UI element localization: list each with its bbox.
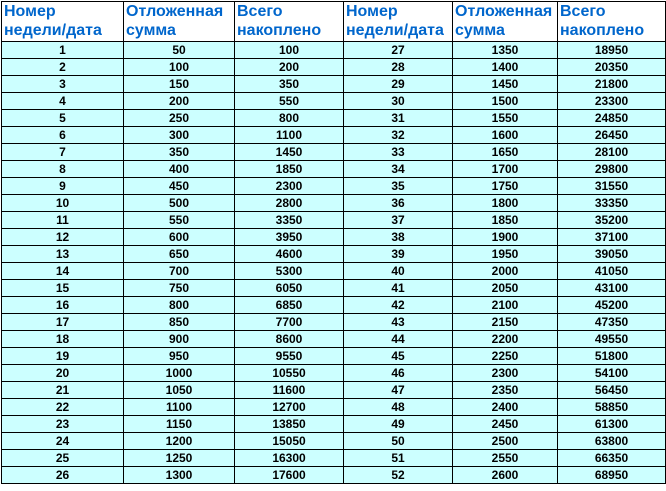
savings-table [1,1,666,484]
table-row [2,212,666,229]
table-cell: 16 [2,297,124,314]
header-line: Отложенная [455,3,553,20]
table-cell: 31550 [558,178,666,195]
table-cell: 51 [344,450,453,467]
header-line: сумма [455,22,505,39]
table-cell: 39050 [558,246,666,263]
table-row [2,42,666,59]
table-cell: 2 [2,59,124,76]
table-row [2,331,666,348]
table-cell: 1750 [453,178,558,195]
table-cell: 150 [124,76,235,93]
table-cell: 700 [124,263,235,280]
table-body [2,42,666,484]
table-cell: 1400 [453,59,558,76]
table-cell: 12 [2,229,124,246]
table-cell: 41050 [558,263,666,280]
table-row [2,280,666,297]
table-row [2,110,666,127]
table-cell: 750 [124,280,235,297]
table-cell: 17 [2,314,124,331]
table-cell: 2250 [453,348,558,365]
table-cell: 600 [124,229,235,246]
table-cell: 2050 [453,280,558,297]
header-line: недели/дата [346,22,444,39]
table-cell: 1200 [124,433,235,450]
table-row [2,348,666,365]
table-cell: 8 [2,161,124,178]
table-cell: 37 [344,212,453,229]
table-cell: 11600 [235,382,344,399]
table-cell: 12700 [235,399,344,416]
header-week-number [2,2,124,42]
table-cell: 50 [344,433,453,450]
table-cell: 43 [344,314,453,331]
table-cell: 2550 [453,450,558,467]
table-cell: 22 [2,399,124,416]
table-row [2,195,666,212]
table-cell: 1050 [124,382,235,399]
table-row [2,246,666,263]
table-cell: 14 [2,263,124,280]
table-cell: 29 [344,76,453,93]
table-cell: 50 [124,42,235,59]
header-deposited-amount [124,2,235,42]
table-cell: 1900 [453,229,558,246]
table-cell: 350 [124,144,235,161]
table-row [2,365,666,382]
table-cell: 950 [124,348,235,365]
table-cell: 56450 [558,382,666,399]
table-cell: 42 [344,297,453,314]
table-cell: 3950 [235,229,344,246]
table-cell: 500 [124,195,235,212]
table-cell: 45 [344,348,453,365]
table-cell: 5300 [235,263,344,280]
table-cell: 1000 [124,365,235,382]
table-cell: 18950 [558,42,666,59]
table-cell: 400 [124,161,235,178]
table-cell: 300 [124,127,235,144]
table-row [2,229,666,246]
table-row [2,127,666,144]
table-cell: 46 [344,365,453,382]
table-cell: 6850 [235,297,344,314]
table-cell: 100 [124,59,235,76]
table-cell: 61300 [558,416,666,433]
table-row [2,76,666,93]
table-cell: 13 [2,246,124,263]
header-line: Отложенная [126,3,224,20]
table-cell: 41 [344,280,453,297]
table-cell: 2300 [235,178,344,195]
table-row [2,93,666,110]
table-cell: 9550 [235,348,344,365]
table-cell: 1450 [235,144,344,161]
table-cell: 1100 [235,127,344,144]
table-row [2,382,666,399]
table-cell: 37100 [558,229,666,246]
table-cell: 2500 [453,433,558,450]
table-cell: 1450 [453,76,558,93]
table-cell: 550 [124,212,235,229]
table-cell: 34 [344,161,453,178]
table-cell: 36 [344,195,453,212]
table-cell: 44 [344,331,453,348]
table-cell: 1850 [453,212,558,229]
table-cell: 63800 [558,433,666,450]
table-cell: 4600 [235,246,344,263]
header-week-number [344,2,453,42]
table-row [2,399,666,416]
table-cell: 24850 [558,110,666,127]
table-cell: 1350 [453,42,558,59]
table-cell: 58850 [558,399,666,416]
table-cell: 1100 [124,399,235,416]
table-cell: 9 [2,178,124,195]
table-cell: 8600 [235,331,344,348]
table-cell: 2300 [453,365,558,382]
table-cell: 26450 [558,127,666,144]
table-cell: 2400 [453,399,558,416]
table-cell: 2000 [453,263,558,280]
table-cell: 28 [344,59,453,76]
table-cell: 23 [2,416,124,433]
table-cell: 2600 [453,467,558,484]
table-cell: 200 [235,59,344,76]
table-cell: 6050 [235,280,344,297]
table-cell: 28100 [558,144,666,161]
table-cell: 18 [2,331,124,348]
table-cell: 33350 [558,195,666,212]
table-header [2,2,666,42]
table-cell: 3350 [235,212,344,229]
table-cell: 38 [344,229,453,246]
table-cell: 21800 [558,76,666,93]
header-line: Номер [4,3,56,20]
table-cell: 35 [344,178,453,195]
table-cell: 52 [344,467,453,484]
table-cell: 30 [344,93,453,110]
table-row [2,433,666,450]
table-cell: 20350 [558,59,666,76]
table-cell: 68950 [558,467,666,484]
table-cell: 24 [2,433,124,450]
table-cell: 27 [344,42,453,59]
table-row [2,144,666,161]
table-cell: 1250 [124,450,235,467]
table-cell: 1800 [453,195,558,212]
table-cell: 45200 [558,297,666,314]
table-cell: 550 [235,93,344,110]
table-cell: 13850 [235,416,344,433]
table-cell: 51800 [558,348,666,365]
header-total-saved [558,2,666,42]
header-line: Всего [237,3,283,20]
table-cell: 10 [2,195,124,212]
header-line: Номер [346,3,398,20]
table-cell: 11 [2,212,124,229]
table-cell: 49550 [558,331,666,348]
table-cell: 54100 [558,365,666,382]
header-line: Всего [560,3,606,20]
table-row [2,59,666,76]
header-line: накоплено [237,22,322,39]
table-cell: 2450 [453,416,558,433]
table-cell: 650 [124,246,235,263]
table-cell: 1700 [453,161,558,178]
table-cell: 3 [2,76,124,93]
table-cell: 17600 [235,467,344,484]
table-row [2,297,666,314]
header-line: накоплено [560,22,645,39]
table-cell: 800 [124,297,235,314]
table-cell: 49 [344,416,453,433]
table-cell: 16300 [235,450,344,467]
table-cell: 48 [344,399,453,416]
table-cell: 1150 [124,416,235,433]
table-cell: 29800 [558,161,666,178]
table-cell: 7 [2,144,124,161]
table-cell: 15 [2,280,124,297]
table-cell: 1550 [453,110,558,127]
table-cell: 100 [235,42,344,59]
table-cell: 1850 [235,161,344,178]
table-cell: 2350 [453,382,558,399]
table-row [2,161,666,178]
table-row [2,178,666,195]
table-cell: 5 [2,110,124,127]
table-cell: 10550 [235,365,344,382]
table-cell: 39 [344,246,453,263]
header-deposited-amount [453,2,558,42]
table-cell: 15050 [235,433,344,450]
table-cell: 23300 [558,93,666,110]
table-cell: 35200 [558,212,666,229]
table-cell: 200 [124,93,235,110]
table-cell: 2200 [453,331,558,348]
table-cell: 2100 [453,297,558,314]
table-cell: 7700 [235,314,344,331]
table-cell: 4 [2,93,124,110]
table-row [2,263,666,280]
header-row [2,2,666,42]
table-cell: 450 [124,178,235,195]
table-cell: 900 [124,331,235,348]
table-cell: 1300 [124,467,235,484]
table-row [2,416,666,433]
table-cell: 66350 [558,450,666,467]
table-cell: 2800 [235,195,344,212]
table-cell: 33 [344,144,453,161]
table-row [2,467,666,484]
table-cell: 1950 [453,246,558,263]
table-cell: 31 [344,110,453,127]
table-cell: 40 [344,263,453,280]
table-cell: 47350 [558,314,666,331]
table-cell: 800 [235,110,344,127]
table-cell: 250 [124,110,235,127]
table-cell: 1600 [453,127,558,144]
table-cell: 19 [2,348,124,365]
table-cell: 1 [2,42,124,59]
table-cell: 850 [124,314,235,331]
table-cell: 43100 [558,280,666,297]
header-line: недели/дата [4,22,102,39]
header-total-saved [235,2,344,42]
table-row [2,450,666,467]
table-cell: 47 [344,382,453,399]
table-cell: 26 [2,467,124,484]
header-line: сумма [126,22,176,39]
table-cell: 1500 [453,93,558,110]
table-cell: 2150 [453,314,558,331]
table-cell: 20 [2,365,124,382]
table-cell: 25 [2,450,124,467]
table-cell: 350 [235,76,344,93]
table-cell: 21 [2,382,124,399]
table-row [2,314,666,331]
table-cell: 32 [344,127,453,144]
table-cell: 6 [2,127,124,144]
table-cell: 1650 [453,144,558,161]
